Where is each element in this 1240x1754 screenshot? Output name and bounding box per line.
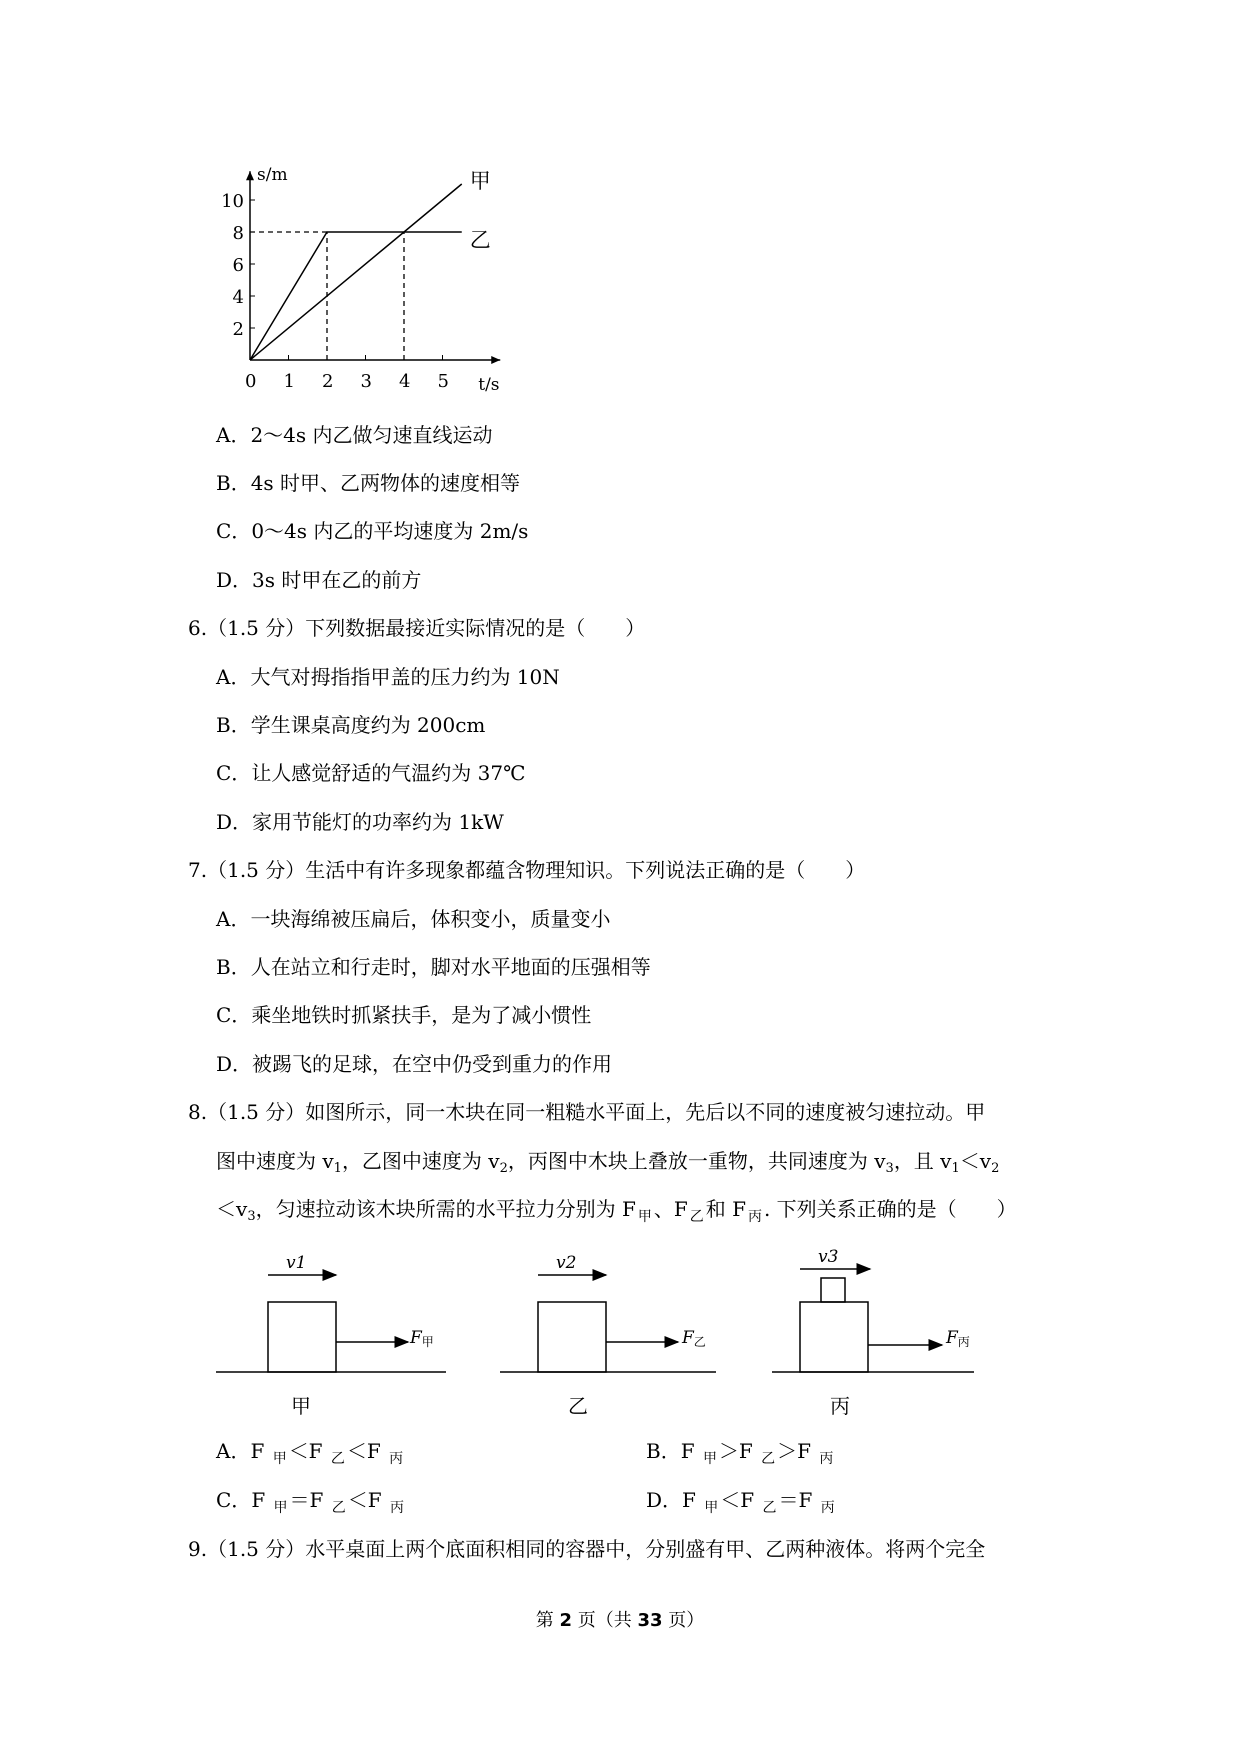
velocity-label: v1 (286, 1253, 307, 1273)
wood-block (268, 1302, 336, 1372)
subscript: 甲 (637, 1209, 652, 1225)
footer-text: 页（共 (572, 1610, 638, 1631)
subscript: 2 (499, 1161, 508, 1176)
figure-bing (772, 1247, 974, 1418)
subscript: 1 (951, 1161, 960, 1176)
figure-jia (216, 1253, 446, 1418)
st-graph (210, 150, 570, 410)
option-text: ＜F (347, 1488, 389, 1512)
stem-text: ，乙图中速度为 v (341, 1149, 500, 1173)
x-axis-arrow (491, 356, 500, 364)
q6-option-a (216, 662, 560, 692)
stem-text: ，匀速拉动该木块所需的水平拉力分别为 F (255, 1197, 636, 1221)
figure-caption: 乙 (568, 1394, 588, 1418)
question-text: （1.5 分）水平桌面上两个底面积相同的容器中，分别盛有甲、乙两种液体。将两个完全 (207, 1537, 986, 1561)
subscript: 2 (991, 1161, 1000, 1176)
subscript: 3 (247, 1209, 256, 1224)
subscript: 乙 (761, 1451, 776, 1467)
y-tick-label: 6 (232, 255, 244, 276)
force-label: F丙 (946, 1328, 970, 1349)
x-tick-label: 4 (399, 371, 411, 392)
option-label: B． (216, 471, 251, 495)
question-text: （1.5 分）生活中有许多现象都蕴含物理知识。下列说法正确的是（ ） (207, 858, 866, 882)
subscript: 乙 (689, 1209, 704, 1225)
question-number: 6. (188, 616, 208, 640)
option-text: 3s 时甲在乙的前方 (252, 568, 422, 592)
subscript: 丙 (389, 1451, 404, 1467)
stem-text: 和 F (705, 1197, 746, 1221)
question-number: 9. (188, 1537, 208, 1561)
option-text: 乘坐地铁时抓紧扶手，是为了减小惯性 (251, 1003, 592, 1027)
series-label-0: 甲 (469, 169, 491, 193)
subscript: 丙 (390, 1500, 405, 1516)
option-text: ＝F (778, 1488, 819, 1512)
subscript: 1 (333, 1161, 342, 1176)
stem-text: ，且 v (893, 1149, 952, 1173)
total-pages: 33 (637, 1610, 663, 1631)
velocity-label: v2 (556, 1253, 577, 1273)
option-label: A． (216, 423, 251, 447)
option-text: 人在站立和行走时，脚对水平地面的压强相等 (250, 955, 651, 979)
series-label-1: 乙 (469, 228, 491, 252)
y-tick-label: 4 (232, 287, 244, 308)
q8-figure (200, 1245, 1000, 1425)
stem-text: ＜v (959, 1149, 992, 1173)
wood-block (538, 1302, 606, 1372)
option-label: D． (216, 568, 253, 592)
question-number: 7. (188, 858, 208, 882)
option-text: 大气对拇指指甲盖的压力约为 10N (250, 665, 560, 689)
option-label: A． (216, 907, 251, 931)
subscript: 乙 (331, 1500, 346, 1516)
force-label: F甲 (410, 1328, 434, 1349)
option-text: ＞F (777, 1439, 818, 1463)
subscript: 甲 (272, 1451, 287, 1467)
option-text: 被踢飞的足球，在空中仍受到重力的作用 (252, 1052, 613, 1076)
x-tick-label: 3 (360, 371, 372, 392)
q7-option-c (216, 1000, 591, 1030)
option-text: ＜F (720, 1488, 761, 1512)
question-text: （1.5 分）下列数据最接近实际情况的是（ ） (207, 616, 646, 640)
option-text: F (682, 1488, 703, 1512)
q6-option-c (216, 758, 526, 788)
option-label: A． (216, 665, 251, 689)
option-text: F (680, 1439, 701, 1463)
option-text: 2～4s 内乙做匀速直线运动 (250, 423, 493, 447)
option-label: D． (216, 810, 253, 834)
q6-option-b (216, 710, 485, 740)
option-label: C． (216, 519, 252, 543)
q8-option-d (646, 1485, 837, 1523)
footer-text: 页） (662, 1610, 705, 1631)
q5-option-d (216, 565, 421, 595)
option-text: F (251, 1488, 272, 1512)
x-tick-label: 1 (283, 371, 295, 392)
x-tick-label: 0 (245, 371, 257, 392)
x-tick-label: 2 (322, 371, 334, 392)
wood-block (800, 1302, 868, 1372)
option-text: 0～4s 内乙的平均速度为 2m/s (251, 519, 529, 543)
force-label: F乙 (682, 1328, 706, 1349)
y-axis-label: s/m (257, 165, 288, 186)
figure-yi (500, 1253, 716, 1418)
stem-text: 、F (653, 1197, 688, 1221)
series-line-1 (250, 232, 462, 360)
question-text: （1.5 分）如图所示，同一木块在同一粗糙水平面上，先后以不同的速度被匀速拉动。甲 (207, 1100, 986, 1124)
option-label: B． (216, 955, 251, 979)
stem-text: . 下列关系正确的是（ ） (763, 1197, 1017, 1221)
y-tick-label: 10 (221, 191, 244, 212)
option-text: F (250, 1439, 271, 1463)
option-text: ＜F (346, 1439, 388, 1463)
figure-caption: 丙 (830, 1394, 850, 1418)
x-tick-label: 5 (437, 371, 449, 392)
q9-stem (188, 1534, 985, 1564)
stem-text: 图中速度为 v (216, 1149, 334, 1173)
option-label: C． (216, 1003, 252, 1027)
subscript: 甲 (702, 1451, 717, 1467)
q5-option-b (216, 468, 520, 498)
option-label: D． (646, 1488, 683, 1512)
q7-option-d (216, 1049, 612, 1079)
figure-caption: 甲 (291, 1394, 311, 1418)
option-text: ＜F (288, 1439, 329, 1463)
subscript: 乙 (330, 1451, 345, 1467)
q8-stem-line-3 (216, 1194, 1017, 1232)
option-label: D． (216, 1052, 253, 1076)
series-line-0 (250, 184, 462, 360)
option-label: B． (646, 1439, 681, 1463)
option-text: ＞F (718, 1439, 760, 1463)
subscript: 丙 (819, 1451, 834, 1467)
q6-stem (188, 613, 645, 643)
q8-stem-line-1 (188, 1097, 985, 1127)
weight-block (821, 1278, 845, 1302)
option-label: C． (216, 1488, 252, 1512)
option-label: B． (216, 713, 251, 737)
option-text: 家用节能灯的功率约为 1kW (252, 810, 504, 834)
q8-option-a (216, 1436, 405, 1474)
option-text: 一块海绵被压扁后，体积变小，质量变小 (250, 907, 611, 931)
y-axis-arrow (246, 171, 254, 180)
footer-text: 第 (535, 1610, 560, 1631)
q8-option-b (646, 1436, 835, 1474)
subscript: 3 (885, 1161, 894, 1176)
option-text: 学生课桌高度约为 200cm (250, 713, 486, 737)
option-text: ＝F (289, 1488, 330, 1512)
page-number: 2 (559, 1610, 572, 1631)
q5-option-c (216, 516, 528, 546)
option-text: 让人感觉舒适的气温约为 37℃ (251, 761, 526, 785)
subscript: 乙 (762, 1500, 777, 1516)
q6-option-d (216, 807, 504, 837)
stem-text: ＜v (216, 1197, 248, 1221)
q7-option-b (216, 952, 651, 982)
stem-text: ，丙图中木块上叠放一重物，共同速度为 v (507, 1149, 886, 1173)
q8-option-c (216, 1485, 406, 1523)
page-footer (0, 1606, 1240, 1632)
q5-option-a (216, 420, 493, 450)
option-label: A． (216, 1439, 251, 1463)
option-label: C． (216, 761, 252, 785)
subscript: 甲 (704, 1500, 719, 1516)
velocity-label: v3 (818, 1247, 839, 1267)
subscript: 丙 (747, 1209, 762, 1225)
y-tick-label: 8 (232, 223, 244, 244)
subscript: 丙 (820, 1500, 835, 1516)
q7-option-a (216, 904, 610, 934)
q8-stem-line-2 (216, 1146, 999, 1184)
q7-stem (188, 855, 865, 885)
question-number: 8. (188, 1100, 208, 1124)
subscript: 甲 (273, 1500, 288, 1516)
y-tick-label: 2 (232, 319, 244, 340)
x-axis-label: t/s (478, 375, 500, 395)
option-text: 4s 时甲、乙两物体的速度相等 (250, 471, 521, 495)
